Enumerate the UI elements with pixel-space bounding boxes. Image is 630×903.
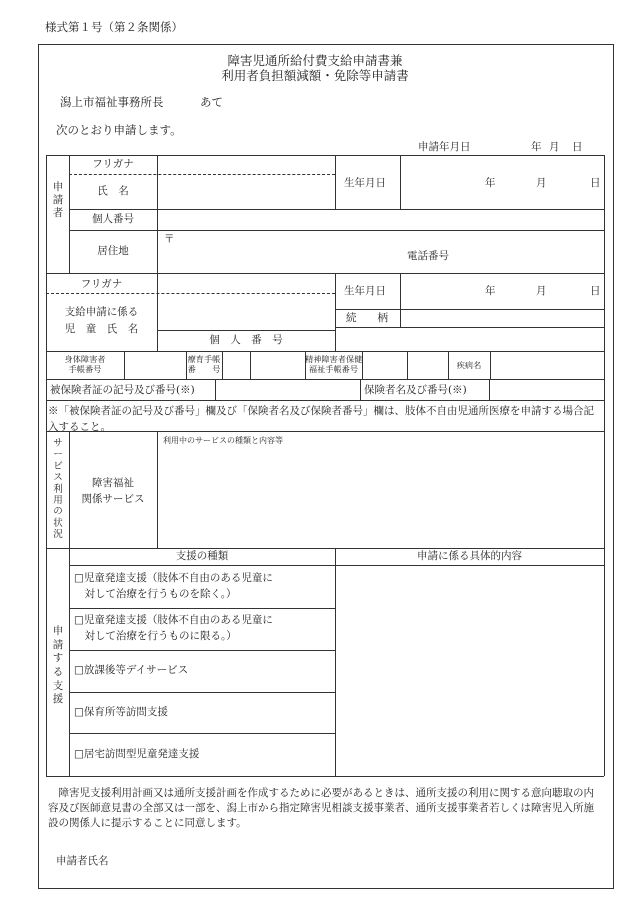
- service-label-1: 障害福祉: [92, 477, 134, 489]
- form-title-line1: 障害児通所給付費支給申請書兼: [227, 53, 403, 68]
- form-frame: [38, 44, 614, 889]
- support-option-3[interactable]: □放課後等デイサービス: [74, 664, 189, 676]
- mental-cert-label-1: 精神障害者保健: [305, 354, 363, 364]
- application-date-day: 日: [572, 141, 583, 153]
- service-status-section-label: サ ー ビ ス 利 用 の 状 況: [53, 438, 63, 541]
- consent-text: 障害児支援利用計画又は通所支援計画を作成するために必要があるときは、通所支援の利用に関する意向聴取の内容及び医師意見書の全部又は一部を、潟上市から指定障害児相談支援事業者、通所支援事業者若しくは障害児入所施設の関係人に提示することに同意します。: [48, 787, 594, 830]
- applicant-address-label: 居住地: [97, 245, 129, 257]
- rehab-cert-label-1: 療育手帳: [187, 354, 221, 364]
- support-option-1-line1[interactable]: □児童発達支援（肢体不自由のある児童に: [74, 572, 273, 584]
- child-birthdate-label: 生年月日: [344, 285, 386, 297]
- applicant-birthdate-label: 生年月日: [344, 177, 386, 189]
- child-birth-year: 年: [485, 285, 496, 297]
- support-option-1-line2: 対して治療を行うものを除く。）: [74, 588, 237, 600]
- intro-text: 次のとおり申請します。: [56, 123, 182, 137]
- application-date-month: 月: [549, 141, 560, 153]
- insurer-label: 保険者名及び番号(※): [364, 384, 467, 396]
- support-option-2-line1[interactable]: □児童発達支援（肢体不自由のある児童に: [74, 614, 273, 626]
- child-furigana-label: フリガナ: [80, 278, 123, 290]
- physical-cert-label-1: 身体障害者: [64, 354, 106, 364]
- support-option-5[interactable]: □居宅訪問型児童発達支援: [74, 748, 200, 760]
- form-title-line2: 利用者負担額減額・免除等申請書: [221, 68, 409, 83]
- signature-label: 申請者氏名: [56, 855, 109, 867]
- application-date-year: 年: [531, 141, 542, 153]
- support-content-header: 申請に係る具体的内容: [417, 550, 522, 562]
- disease-label: 疾病名: [456, 360, 482, 370]
- addressee-office: 潟上市福祉事務所長: [60, 95, 164, 109]
- support-section-label: 申 請 す る 支 援: [52, 625, 64, 706]
- rehab-cert-label-2: 番 号: [187, 364, 221, 374]
- form-number: 様式第１号（第２条関係）: [45, 20, 183, 34]
- applicant-section-label: 申 請 者: [52, 181, 64, 219]
- addressee-suffix: あて: [200, 95, 223, 109]
- service-label-2: 関係サービス: [81, 493, 145, 505]
- mental-cert-label-2: 福祉手帳番号: [308, 364, 359, 374]
- applicant-furigana-label: フリガナ: [92, 158, 134, 170]
- child-name-label-2: 児 童 氏 名: [64, 323, 139, 335]
- applicant-birth-day: 日: [590, 177, 601, 189]
- support-type-header: 支援の種類: [175, 550, 229, 562]
- child-name-label-1: 支給申請に係る: [64, 306, 139, 318]
- physical-cert-label-2: 手帳番号: [68, 364, 102, 374]
- support-option-4[interactable]: □保育所等訪問支援: [74, 706, 168, 718]
- postal-mark: 〒: [164, 233, 175, 245]
- applicant-birth-month: 月: [536, 177, 547, 189]
- applicant-birth-year: 年: [485, 177, 496, 189]
- child-relation-label: 続 柄: [346, 312, 388, 324]
- child-birth-day: 日: [590, 285, 601, 297]
- applicant-name-label: 氏 名: [97, 185, 129, 197]
- insured-label: 被保険者証の記号及び番号(※): [50, 384, 195, 396]
- support-option-2-line2: 対して治療を行うものに限る。）: [74, 630, 237, 642]
- application-date-label: 申請年月日: [418, 141, 471, 153]
- applicant-personal-number-label: 個人番号: [92, 213, 134, 225]
- phone-label: 電話番号: [407, 250, 449, 262]
- child-birth-month: 月: [536, 285, 547, 297]
- child-personal-number-label: 個 人 番 号: [209, 334, 283, 346]
- insurance-note: ※「被保険者証の記号及び番号」欄及び「保険者名及び保険者番号」欄は、肢体不自由児通所医療を申請する場合記入すること。: [48, 405, 594, 433]
- service-content-caption: 利用中のサービスの種類と内容等: [163, 436, 283, 445]
